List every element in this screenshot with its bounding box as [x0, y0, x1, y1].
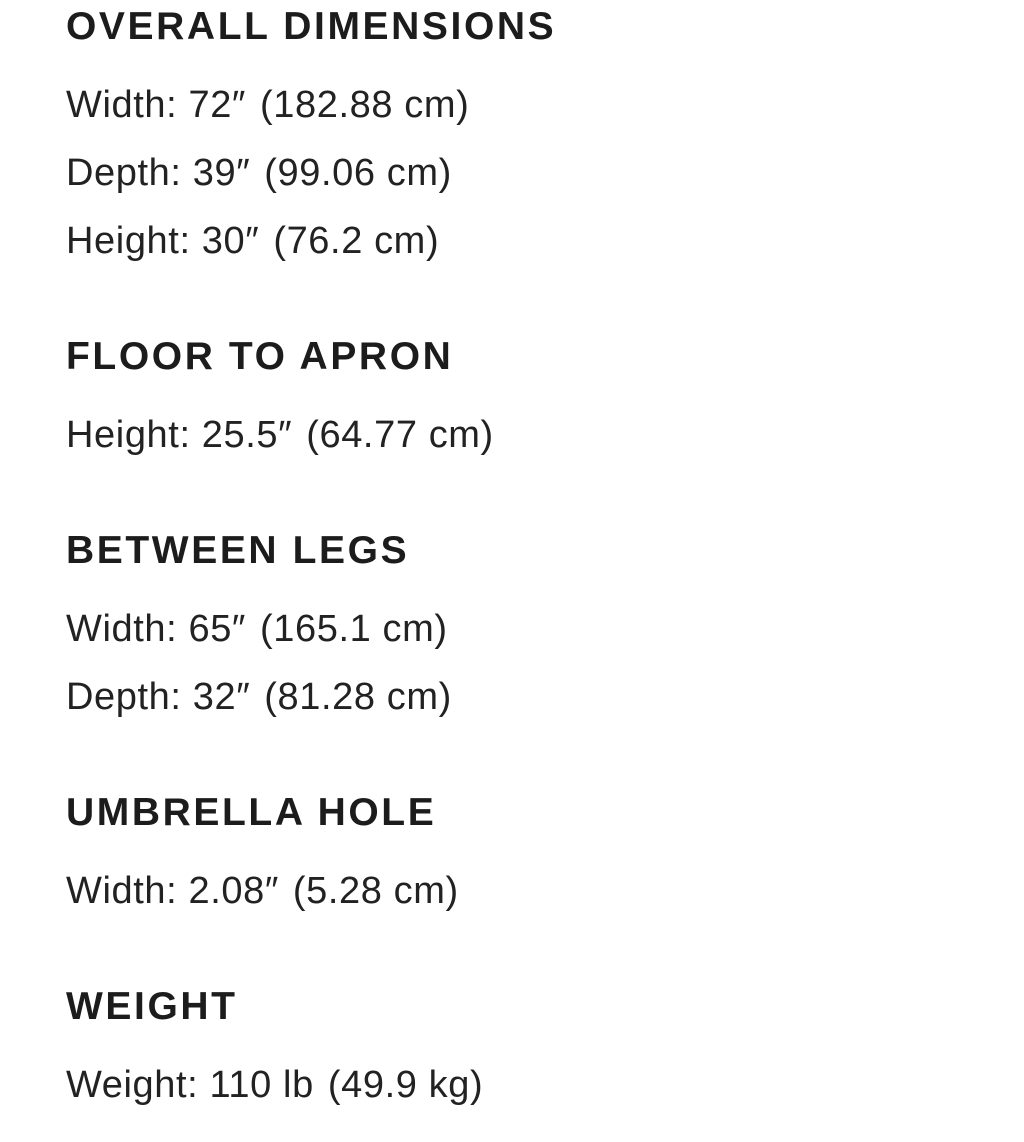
spec-imperial-value: 32″ — [192, 676, 251, 718]
spec-label: Depth: — [66, 676, 182, 718]
spec-imperial-value: 39″ — [192, 152, 251, 194]
spec-row-height — [66, 412, 494, 458]
spec-row-depth — [66, 674, 452, 720]
section-heading: BETWEEN LEGS — [66, 529, 410, 572]
section-heading: UMBRELLA HOLE — [66, 791, 437, 834]
spec-imperial-value: 25.5″ — [201, 414, 293, 456]
spec-label: Width: — [66, 84, 178, 126]
spec-label: Depth: — [66, 152, 182, 194]
spec-imperial-value: 110 lb — [209, 1064, 314, 1106]
spec-metric-value: (99.06 cm) — [264, 152, 452, 194]
spec-metric-value: (64.77 cm) — [306, 414, 494, 456]
spec-label: Weight: — [66, 1064, 199, 1106]
overall-dimensions-section — [66, 4, 556, 286]
spec-label: Height: — [66, 220, 191, 262]
spec-metric-value: (49.9 kg) — [327, 1064, 484, 1106]
section-heading: FLOOR TO APRON — [66, 335, 454, 378]
spec-imperial-value: 30″ — [201, 220, 260, 262]
spec-row-width — [66, 82, 556, 128]
spec-row-width — [66, 606, 452, 652]
spec-imperial-value: 2.08″ — [188, 870, 279, 912]
spec-metric-value: (182.88 cm) — [260, 84, 470, 126]
spec-row-depth — [66, 150, 556, 196]
spec-imperial-value: 72″ — [188, 84, 246, 126]
spec-label: Height: — [66, 414, 191, 456]
umbrella-hole-section — [66, 790, 459, 914]
floor-to-apron-section — [66, 334, 494, 458]
section-heading: OVERALL DIMENSIONS — [66, 5, 557, 48]
spec-imperial-value: 65″ — [188, 608, 246, 650]
spec-row-height — [66, 218, 556, 264]
spec-metric-value: (5.28 cm) — [292, 870, 459, 912]
spec-metric-value: (165.1 cm) — [260, 608, 448, 650]
spec-metric-value: (76.2 cm) — [273, 220, 440, 262]
spec-label: Width: — [66, 870, 178, 912]
spec-row-width — [66, 868, 459, 914]
spec-row-weight — [66, 1062, 483, 1108]
spec-label: Width: — [66, 608, 178, 650]
section-heading: WEIGHT — [66, 985, 238, 1028]
spec-metric-value: (81.28 cm) — [264, 676, 452, 718]
between-legs-section — [66, 528, 452, 742]
weight-section — [66, 984, 483, 1108]
